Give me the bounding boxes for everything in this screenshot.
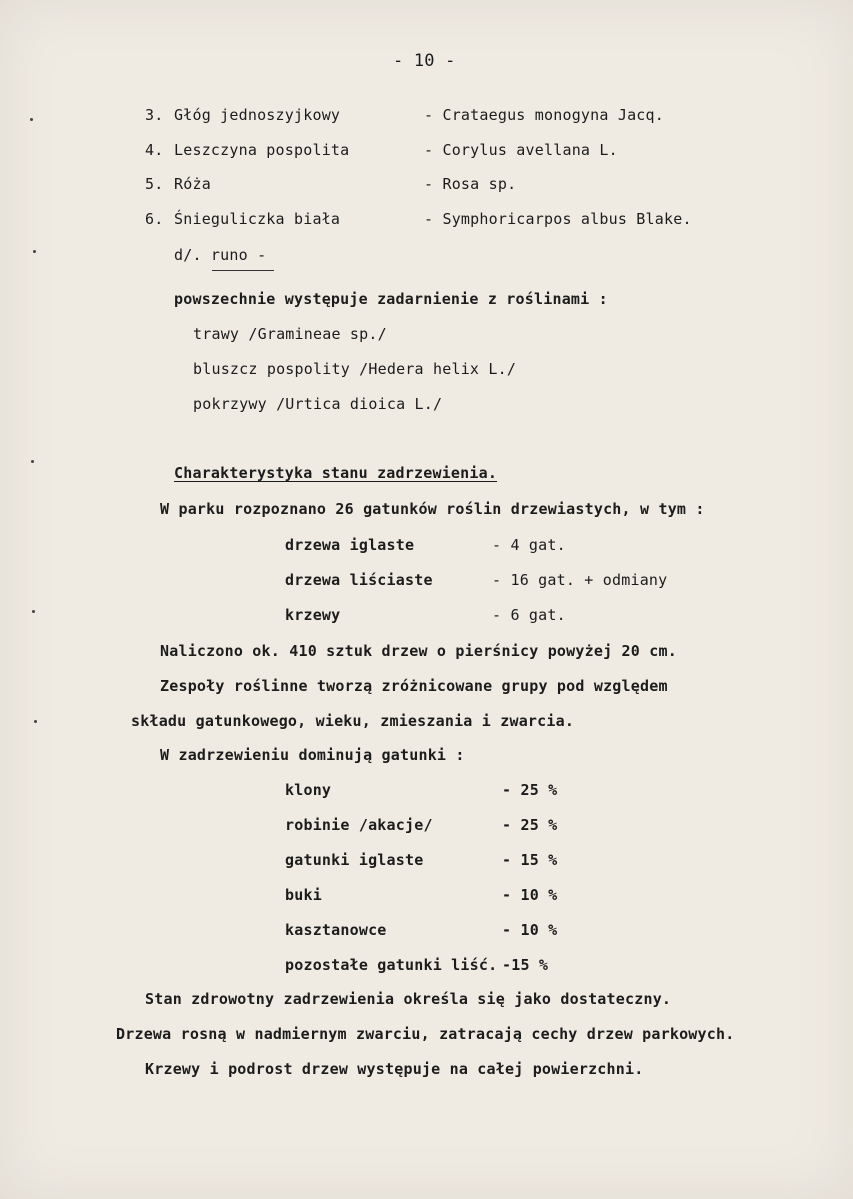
runo-underline — [212, 270, 274, 271]
dominant-label: gatunki iglaste — [285, 851, 424, 869]
dominant-value: - 25 % — [502, 781, 558, 799]
margin-mark — [33, 250, 36, 253]
plant-latin-name: - Crataegus monogyna Jacq. — [424, 106, 664, 124]
dominant-value: - 15 % — [502, 851, 558, 869]
page-number: - 10 - — [393, 51, 456, 71]
runo-item: trawy /Gramineae sp./ — [193, 325, 387, 343]
runo-heading: d/. runo - — [174, 246, 267, 264]
runo-intro: powszechnie występuje zadarnienie z roślinami : — [174, 290, 608, 308]
species-label: drzewa iglaste — [285, 536, 415, 554]
plant-latin-name: - Rosa sp. — [424, 175, 517, 193]
species-value: - 6 gat. — [492, 606, 566, 624]
dominant-intro: W zadrzewieniu dominują gatunki : — [160, 746, 465, 764]
plant-polish-name: Leszczyna pospolita — [174, 141, 350, 159]
runo-item: bluszcz pospolity /Hedera helix L./ — [193, 360, 517, 378]
runo-item: pokrzywy /Urtica dioica L./ — [193, 395, 443, 413]
margin-mark — [30, 118, 33, 121]
dominant-label: klony — [285, 781, 332, 799]
margin-mark — [34, 720, 37, 723]
closing-line: Stan zdrowotny zadrzewienia określa się jako dostateczny. — [145, 990, 672, 1008]
plant-number: 3. — [145, 106, 164, 124]
dominant-value: - 10 % — [502, 886, 558, 904]
species-label: krzewy — [285, 606, 341, 624]
plant-latin-name: - Symphoricarpos albus Blake. — [424, 210, 692, 228]
groups-line: Zespoły roślinne tworzą zróżnicowane grupy pod względem — [160, 677, 668, 695]
plant-polish-name: Róża — [174, 175, 211, 193]
dominant-label: pozostałe gatunki liść. — [285, 956, 498, 974]
groups-line: składu gatunkowego, wieku, zmieszania i zwarcia. — [131, 712, 575, 730]
dominant-label: robinie /akacje/ — [285, 816, 433, 834]
margin-mark — [31, 460, 34, 463]
species-value: - 16 gat. + odmiany — [492, 571, 668, 589]
section-title: Charakterystyka stanu zadrzewienia. — [174, 464, 498, 482]
plant-number: 4. — [145, 141, 164, 159]
plant-polish-name: Śnieguliczka biała — [174, 210, 341, 228]
species-value: - 4 gat. — [492, 536, 566, 554]
intro-line: W parku rozpoznano 26 gatunków roślin drzewiastych, w tym : — [160, 500, 705, 518]
closing-line: Drzewa rosną w nadmiernym zwarciu, zatracają cechy drzew parkowych. — [116, 1025, 735, 1043]
plant-number: 5. — [145, 175, 164, 193]
dominant-value: -15 % — [502, 956, 549, 974]
plant-polish-name: Głóg jednoszyjkowy — [174, 106, 341, 124]
species-label: drzewa liściaste — [285, 571, 433, 589]
margin-mark — [32, 610, 35, 613]
closing-line: Krzewy i podrost drzew występuje na całej powierzchni. — [145, 1060, 644, 1078]
dominant-label: buki — [285, 886, 322, 904]
dominant-value: - 25 % — [502, 816, 558, 834]
dominant-label: kasztanowce — [285, 921, 387, 939]
count-line: Naliczono ok. 410 sztuk drzew o pierśnicy powyżej 20 cm. — [160, 642, 677, 660]
plant-latin-name: - Corylus avellana L. — [424, 141, 618, 159]
dominant-value: - 10 % — [502, 921, 558, 939]
plant-number: 6. — [145, 210, 164, 228]
